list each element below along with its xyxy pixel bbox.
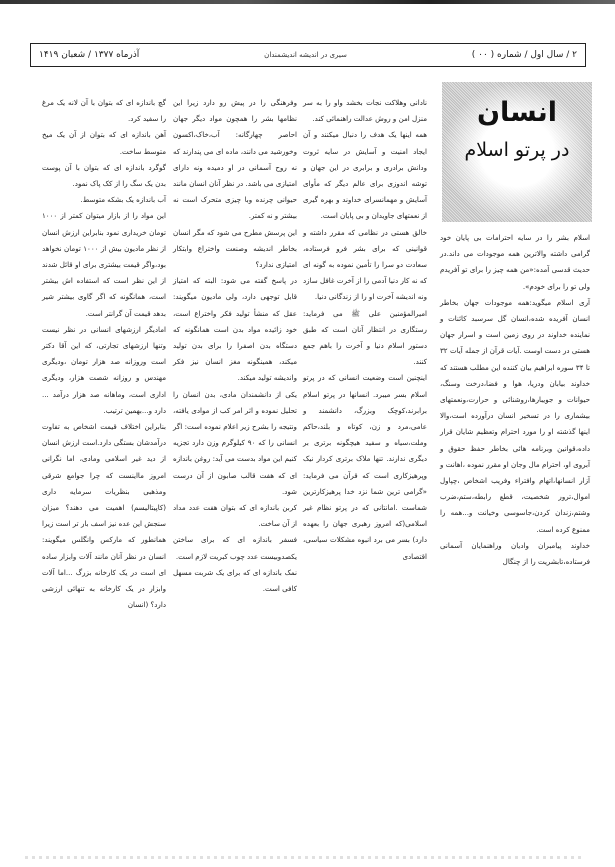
paragraph: این مواد را از بازار میتوان کمتر از ۱۰۰۰ تومان خریداری نمود بنابراین ارزش انسان از نظر مادیون بیش از ۱۰۰۰ تومان نخواهد بود،واگر قیمت بیشتری برای او قائل شدند از این نظر است که استفاده اش بیشتر است، همانگونه که اگر گاوی بیشتر شیر بدهد قیمت آن گرانتر است. xyxy=(42,211,166,318)
text-column-1 xyxy=(440,230,590,570)
page-issue-label: ۲ / سال اول / شماره ( ۰۰ ) xyxy=(471,50,577,60)
scan-bottom-edge xyxy=(25,856,585,859)
paragraph: این پرسش مطرح می شود که مگر انسان بخاطر اندیشه وصنعت واختراع وابتکار امتیازی ندارد؟ xyxy=(173,227,297,270)
text-column-4 xyxy=(42,95,166,614)
paragraph: نمک باندازه ای که برای یک شربت مسهل کافی است. xyxy=(173,567,297,594)
paragraph: همه اینها یک هدف را دنبال میکنند و آن ایجاد امنیت و آسایش در سایه ثروت ودانش برادری و برابری در این جهان و توشه اندوزی برای عالم دیگر که مأوای آسایش و مهمانسرای خداوند و بهره گیری از نعمتهای جاویدان و بی پایان است. xyxy=(303,130,427,221)
scan-top-edge xyxy=(0,0,615,4)
paragraph: آهن باندازه ای که بتوان از آن یک میخ متوسط ساخت. xyxy=(42,130,166,156)
paragraph: اسلام بشر را در سایه احترامات بی پایان خود گرامی داشته والاترین همه موجودات می داند.در حدیث قدسی آمده:«من همه چیز را برای تو آفریدم ولی تو را برای خودم». xyxy=(440,233,590,291)
paragraph: گوگرد باندازه ای که بتوان با آن پوست بدن یک سگ را از کک پاک نمود. xyxy=(42,162,166,189)
paragraph: وفرهنگی را در پیش رو دارد زیرا این نظامها بشر را همچون مواد دیگر جهان احاصر چهارگانه: آب،خاک،اکسون وخورشید می دانند، ماده ای می پندارند که نه روح آسمانی در او دمیده ونه دارای امتیازی می باشد. در نظر آنان انسان مانند حیوانی چرنده وبا چیزی متحرک است نه بیشتر و نه کمتر. xyxy=(173,98,297,221)
article-title: انسان xyxy=(476,97,558,128)
paragraph: بنابراین اختلاف قیمت اشخاص به تفاوت درآمدشان بستگی دارد.است ارزش انسان از دید غیر اسلامی ومادی، اما نگرانی امروز مااینست که چرا جوامع شرقی ومذهبی بنظریات سرمایه داری (کاپیتالیسم) اهمیت می دهند؟ میزان سنجش این عده نیز اسف بار تر است زیرا همانطور که مارکس وانگلس میگویند: انسان در نظر آنان مانند آلات وابزار ساده ای است در یک کارخانه بزرگ ...اما آلات وابزار در یک کارخانه به تنهائی ارزشی دارد؟ (انسان xyxy=(42,422,166,610)
section-title: سیری در اندیشه اندیشمندان xyxy=(264,51,347,59)
paragraph: در پاسخ گفته می شود: البته که امتیاز قابل توجهی دارد، ولی مادیون میگویند: عقل که منشأ تولید فکر واختراع است، خود زائیده مواد بدن است همانگونه که دستگاه بدن اصفرا را برای بدن تولید میکند، همینگونه مغز انسان نیز فکر واندیشه تولید میکند. xyxy=(173,276,297,383)
paragraph: امادیگر ارزشهای انسانی در نظر نیست وتنها ارزشهای تجارتی، که این آقا دکتر است وروزانه صد هزار تومان ،ودیگری مهندس و روزانه شصت هزار، ودیگری اداری است، وماهانه صد هزار درآمد ... دارد و...بهمین ترتیب. xyxy=(42,324,166,415)
article-subtitle: در پرتو اسلام xyxy=(464,139,570,161)
article-title-box xyxy=(442,82,592,222)
paragraph: آب باندازه یک بشکه متوسط. xyxy=(80,195,166,205)
paragraph: نادانی وهلاکت نجات بخشد واو را به سر منزل امن و روش عدالت راهنمائی کند. xyxy=(303,98,427,124)
paragraph: گچ باندازه ای که بتوان با آن لانه یک مرغ را سفید کرد. xyxy=(42,98,166,124)
paragraph: فسفر باندازه ای که برای ساختن یکصدوبیست عدد چوب کبریت لازم است. xyxy=(173,535,297,561)
text-column-3 xyxy=(173,95,297,597)
page-header xyxy=(30,43,586,67)
paragraph: خداوند پیامبران وادیان وراهنمایان آسمانی فرستاده،تابشریت را از چنگال xyxy=(440,540,590,567)
text-column-2 xyxy=(303,95,427,565)
paragraph: خالق هستی در نظامی که مقرر داشته و قوانینی که برای بشر فرو فرستاده، سعادت دو سرا را تأمین نموده به گونه ای که نه کار دنیا آدمی را از آخرت غافل سازد ونه اندیشه آخرت او را از زندگانی دنیا. xyxy=(303,227,427,302)
paragraph: کربن باندازه ای که بتوان هفت عدد مداد از آن ساخت. xyxy=(173,503,297,529)
paragraph: آری اسلام میگوید:همه موجودات جهان بخاطر انسان آفریده شده،انسان گل سرسبد کائنات و نماینده خداوند در روی زمین است و اسرار جهان هستی در دست اوست .آیات قرآن از جمله آیات ۳۲ تا ۳۴ سوره ابراهیم بیان کننده این مطلب هستند که خداوند بیابان ودریا، هوا و فضا،درخت وسنگ، حیوانات و جویبارها،روشنائی و حرارت،ونعمتهای بیشماری را در تسخیر انسان درآورده است،والا اینها گذشته او را مورد احترام وتعظیم شایان قرار داده،قوانین وبرنامه هائی بخاطر حفظ حقوق و آبروی او، احترام مال وجان او مقرر نموده ،اهانت و آزار انسانها،اتهام وافتراء وفریب اشخاص ،چپاول اموال،ترور شخصیت، قطع رابطه،ستم،ضرب وشتم،زندان کردن،جاسوسی وخیانت و...همه را ممنوع کرده است. xyxy=(440,297,591,534)
paragraph: یکی از دانشمندان مادی، بدن انسان را تحلیل نموده و اثر امر کب از موادی یافته، ونتیجه را بشرح زیر اعلام نموده است: اگر انسانی را که ۹۰ کیلوگرم وزن دارد تجزیه کنیم این مواد بدست می آید: روغن باندازه ای که هفت قالب صابون از آن درست شود. xyxy=(173,389,297,496)
paragraph: امیرالمؤمنین علی ﷺ می فرماید: رستگاری در انتظار آنان است که طبق دستور اسلام دنیا و آخرت را باهم جمع کنند. xyxy=(303,308,427,367)
issue-date: آذرماه ۱۳۷۷ / شعبان ۱۴۱۹ xyxy=(39,50,140,60)
paragraph: اینچنین است وضعیت انسانی که در پرتو اسلام بسر میبرد. انسانها در پرتو اسلام برابرند،کوچک وبزرگ، دانشمند و عامی،مرد و زن، کوتاه و بلند،حاکم وملت،سیاه و سفید هیچگونه برتری بر دیگری ندارند. تنها ملاک برتری کردار نیک وپرهیزکاری است که قرآن می فرماید: «گرامی ترین شما نزد خدا پرهیزکارترین شماست .امانتانی که در پرتو نظام غیر اسلامی(که امروز رهبری جهان را بعهده دارد) بسر می برد انبوه مشکلات سیاسی، اقتصادی xyxy=(303,373,427,561)
